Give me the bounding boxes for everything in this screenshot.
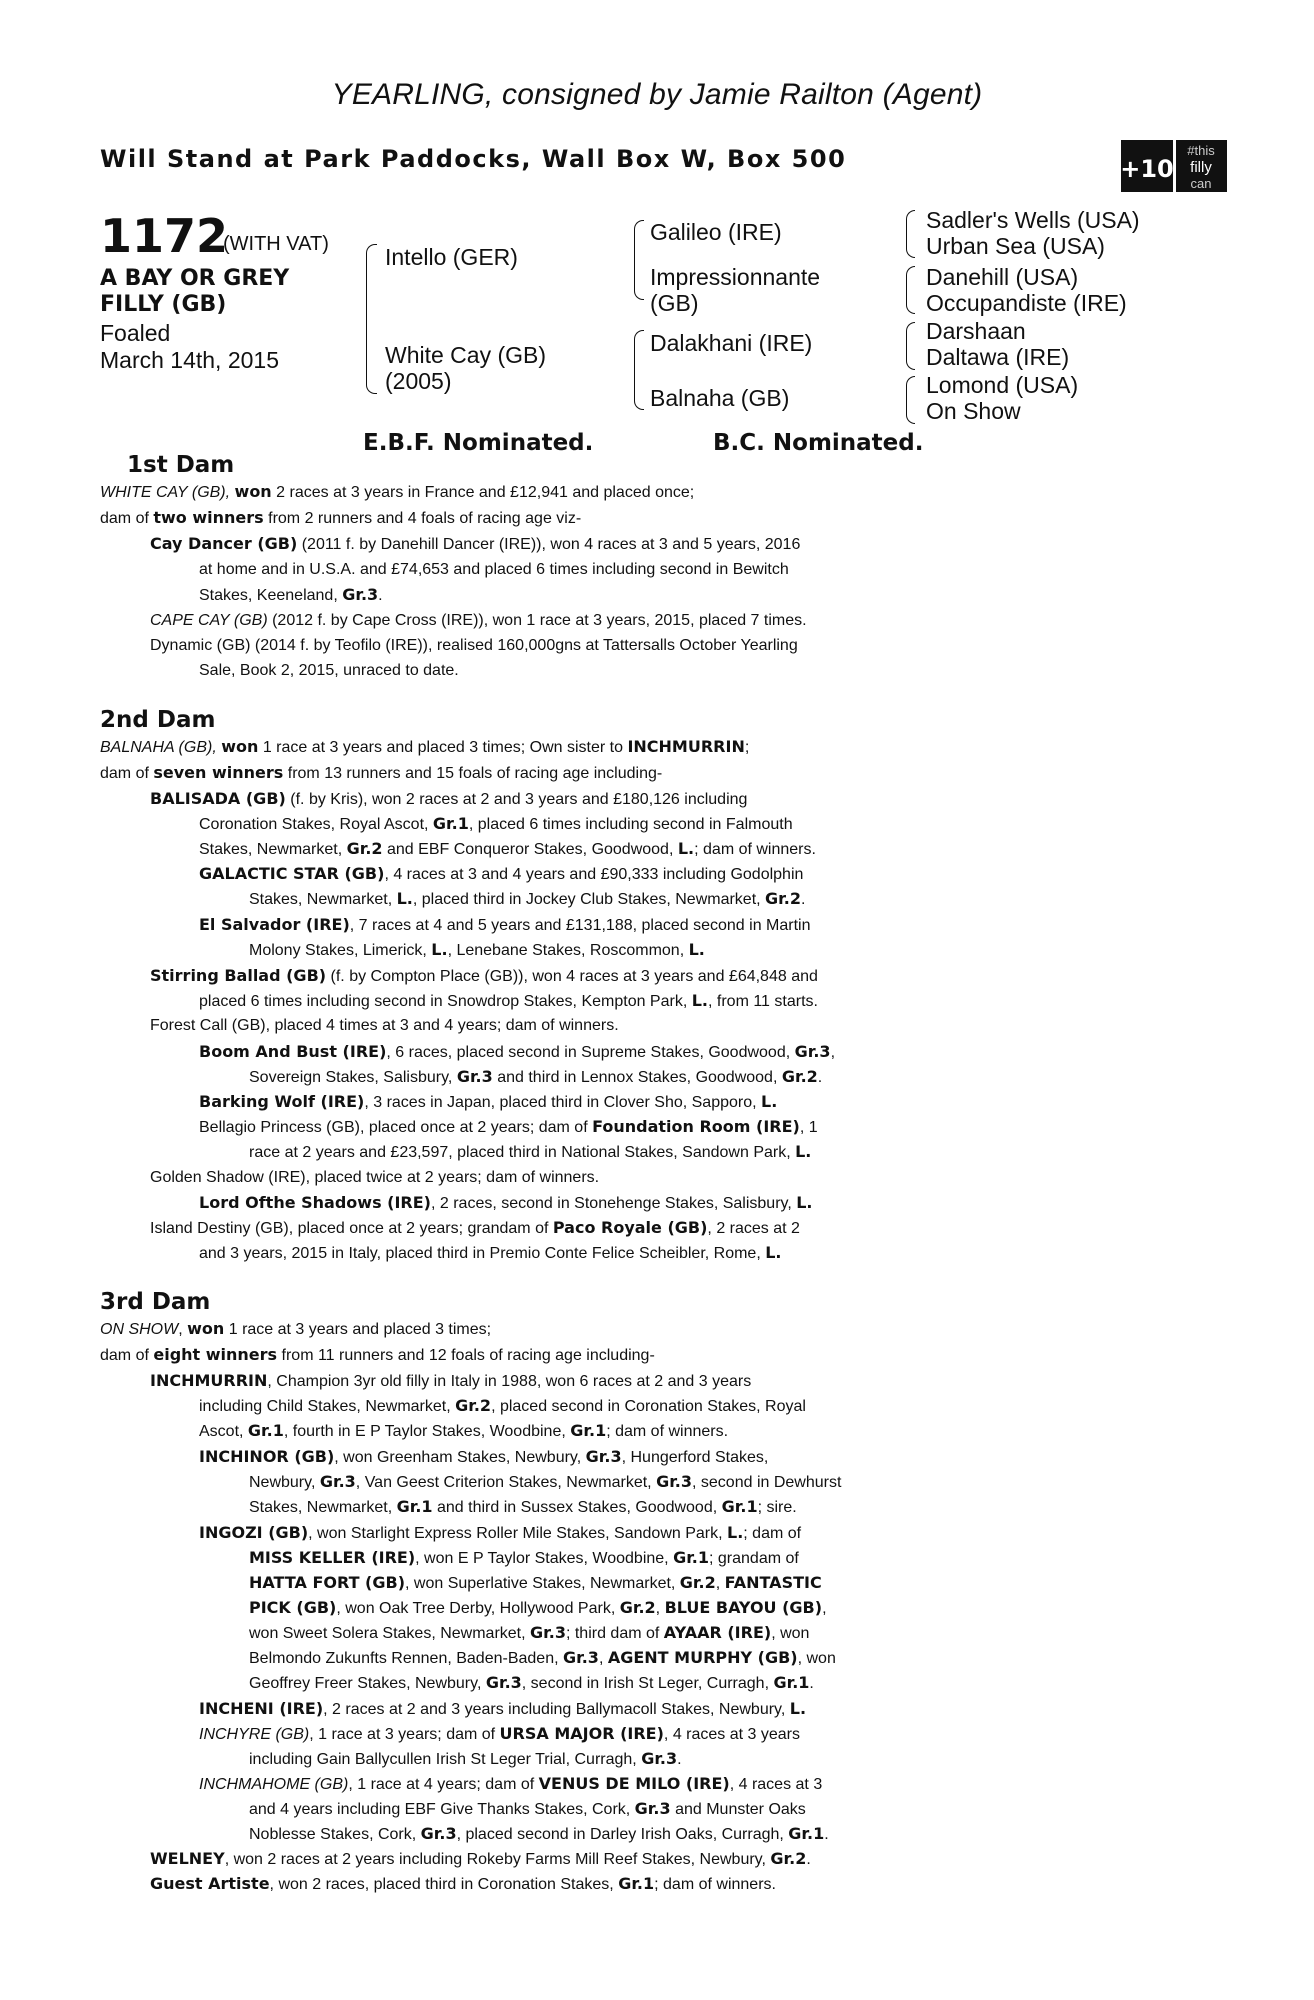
- dam-name: WHITE CAY (GB),: [100, 484, 235, 501]
- text-fragment: (2011 f. by Danehill Dancer (IRE)), won 4 races at 3 and 5 years, 2016: [297, 536, 801, 553]
- horse-name: Guest Artiste: [150, 1874, 270, 1893]
- grade: Gr.2: [619, 1598, 656, 1617]
- horse-name: INCHENI (IRE): [199, 1699, 324, 1718]
- produce-entry-cont: [249, 937, 705, 963]
- text-fragment: Belmondo Zukunfts Rennen, Baden-Baden,: [249, 1650, 563, 1667]
- horse-name: INCHYRE (GB): [199, 1726, 310, 1743]
- grade: Gr.3: [634, 1799, 671, 1818]
- grade: Gr.1: [788, 1824, 825, 1843]
- horse-name: PICK (GB): [249, 1598, 337, 1617]
- text-fragment: , won 2 races, placed third in Coronation Stakes,: [269, 1876, 619, 1893]
- pedigree-brace: [906, 322, 915, 370]
- text-fragment: , placed second in Coronation Stakes, Royal: [491, 1398, 806, 1415]
- text-fragment: ; third dam of: [565, 1625, 664, 1642]
- grade: Gr.3: [342, 585, 379, 604]
- text-fragment: Newbury,: [249, 1474, 320, 1491]
- won-label: won: [221, 737, 259, 756]
- foaled-label: Foaled: [100, 320, 171, 346]
- grade: Gr.3: [656, 1472, 693, 1491]
- third-dam-line: [100, 1316, 491, 1342]
- text-fragment: .: [824, 1826, 829, 1843]
- text-fragment: , 3 races in Japan, placed third in Clover Sho, Sapporo,: [364, 1094, 762, 1111]
- produce-entry-cont: [249, 1545, 799, 1571]
- produce-entry-cont: [199, 988, 818, 1014]
- text-fragment: ; dam of winners.: [654, 1876, 776, 1893]
- horse-name: AYAAR (IRE): [663, 1623, 772, 1642]
- grade: L.: [688, 940, 705, 959]
- produce-entry-cont: [249, 1064, 822, 1090]
- produce-entry-cont: [249, 1821, 829, 1847]
- text-fragment: , placed second in Darley Irish Oaks, Curragh,: [456, 1826, 789, 1843]
- text-fragment: Noblesse Stakes, Cork,: [249, 1826, 421, 1843]
- ped-g5: Darshaan: [926, 318, 1026, 344]
- text-fragment: , 2 races at 2 and 3 years including Ballymacoll Stakes, Newbury,: [323, 1701, 790, 1718]
- stand-location: Will Stand at Park Paddocks, Wall Box W, Box 500: [100, 145, 847, 173]
- produce-entry: [199, 1114, 818, 1140]
- grade: Gr.1: [773, 1673, 810, 1692]
- logo-line1: #this: [1187, 143, 1215, 158]
- grade: Gr.2: [765, 889, 801, 908]
- text-fragment: from 11 runners and 12 foals of racing age including-: [277, 1347, 655, 1364]
- produce-entry-cont: [199, 1240, 782, 1266]
- text-fragment: including Gain Ballycullen Irish St Leger Trial, Curragh,: [249, 1751, 642, 1768]
- horse-name: INCHMURRIN: [150, 1371, 268, 1390]
- ped-sire-sire: Galileo (IRE): [650, 219, 782, 245]
- lot-desc-line1: A BAY OR GREY: [100, 266, 290, 291]
- text-fragment: and EBF Conqueror Stakes, Goodwood,: [382, 841, 678, 858]
- ebf-nominated: E.B.F. Nominated.: [363, 430, 594, 456]
- text-fragment: .: [817, 1069, 823, 1086]
- text-fragment: and 3 years, 2015 in Italy, placed third in Premio Conte Felice Scheibler, Rome,: [199, 1245, 766, 1262]
- text-fragment: , 4 races at 3: [729, 1776, 823, 1793]
- horse-name: BLUE BAYOU (GB): [664, 1598, 823, 1617]
- horse-name: Barking Wolf (IRE): [199, 1092, 365, 1111]
- text-fragment: Coronation Stakes, Royal Ascot,: [199, 816, 433, 833]
- text-fragment: 1 race at 3 years and placed 3 times;: [224, 1321, 492, 1338]
- lot-number: 1172: [100, 209, 229, 263]
- pedigree-brace: [634, 330, 644, 410]
- grade: Gr.1: [721, 1497, 758, 1516]
- foaled-date: March 14th, 2015: [100, 347, 280, 373]
- produce-entry-cont: [249, 1595, 827, 1621]
- produce-entry-cont: [199, 582, 383, 608]
- horse-name: INCHMURRIN: [627, 737, 745, 756]
- horse-name: Lord Ofthe Shadows (IRE): [199, 1193, 431, 1212]
- produce-entry: [199, 1190, 813, 1216]
- text-fragment: , 1 race at 4 years; dam of: [348, 1776, 539, 1793]
- text-fragment: including Child Stakes, Newmarket,: [199, 1398, 456, 1415]
- pedigree-brace: [906, 376, 915, 424]
- text-fragment: (f. by Kris), won 2 races at 2 and 3 years and £180,126 including: [285, 791, 748, 808]
- text-fragment: (2012 f. by Cape Cross (IRE)), won 1 race at 3 years, 2015, placed 7 times.: [267, 612, 807, 629]
- vat-note: (WITH VAT): [223, 233, 329, 255]
- text-fragment: .: [801, 891, 806, 908]
- text-fragment: , won: [771, 1625, 810, 1642]
- text-fragment: , placed third in Jockey Club Stakes, Newmarket,: [412, 891, 766, 908]
- text-fragment: , 1: [799, 1119, 818, 1136]
- produce-entry-cont: Sale, Book 2, 2015, unraced to date.: [199, 662, 459, 679]
- grade: Gr.1: [247, 1421, 284, 1440]
- produce-entry: [150, 608, 807, 633]
- produce-entry-cont: [249, 886, 805, 912]
- horse-name: MISS KELLER (IRE): [249, 1548, 416, 1567]
- produce-entry-cont: [199, 1393, 806, 1419]
- won-label: won: [187, 1319, 225, 1338]
- text-fragment: Bellagio Princess (GB), placed once at 2 years; dam of: [199, 1119, 593, 1136]
- horse-name: El Salvador (IRE): [199, 915, 350, 934]
- produce-entry: [150, 1368, 751, 1394]
- text-fragment: ,: [822, 1600, 827, 1617]
- grade: Gr.1: [673, 1548, 710, 1567]
- text-fragment: and third in Lennox Stakes, Goodwood,: [492, 1069, 782, 1086]
- grade: L.: [795, 1142, 812, 1161]
- grade: Gr.3: [641, 1749, 678, 1768]
- third-dam-line: [100, 1342, 655, 1368]
- text-fragment: ; sire.: [757, 1499, 797, 1516]
- horse-name: URSA MAJOR (IRE): [499, 1724, 664, 1743]
- produce-entry: [150, 1871, 776, 1897]
- text-fragment: and 4 years including EBF Give Thanks Stakes, Cork,: [249, 1801, 635, 1818]
- text-fragment: .: [378, 587, 383, 604]
- grade: Gr.3: [530, 1623, 566, 1642]
- grade: L.: [431, 940, 448, 959]
- first-dam-line: [100, 479, 694, 505]
- ped-dam-year: (2005): [385, 368, 452, 394]
- horse-name: Cay Dancer (GB): [150, 534, 298, 553]
- horse-name: VENUS DE MILO (IRE): [538, 1774, 730, 1793]
- ped-sire-dam-cont: (GB): [650, 290, 699, 316]
- text-fragment: .: [677, 1751, 682, 1768]
- text-fragment: dam of: [100, 510, 154, 527]
- text-fragment: placed 6 times including second in Snowdrop Stakes, Kempton Park,: [199, 993, 692, 1010]
- text-fragment: ; grandam of: [709, 1550, 799, 1567]
- text-fragment: Molony Stakes, Limerick,: [249, 942, 432, 959]
- grade: L.: [677, 839, 695, 858]
- produce-entry: [150, 531, 1206, 557]
- produce-entry: [199, 1721, 800, 1747]
- grade: Gr.2: [455, 1396, 492, 1415]
- second-dam-heading: 2nd Dam: [100, 707, 216, 733]
- produce-entry: [199, 1444, 768, 1470]
- grade: Gr.2: [679, 1573, 716, 1592]
- horse-name: AGENT MURPHY (GB): [607, 1648, 798, 1667]
- horse-name: Boom And Bust (IRE): [199, 1042, 387, 1061]
- produce-entry: [199, 1039, 835, 1065]
- lot-description: [100, 266, 360, 318]
- produce-entry-cont: [249, 1139, 811, 1165]
- grade: Gr.3: [585, 1447, 622, 1466]
- horse-name: HATTA FORT (GB): [249, 1573, 406, 1592]
- produce-entry-cont: [249, 1746, 682, 1772]
- pedigree-brace: [366, 244, 377, 394]
- text-fragment: dam of: [100, 1347, 154, 1364]
- horse-name: Paco Royale (GB): [552, 1218, 708, 1237]
- ped-g2: Urban Sea (USA): [926, 233, 1105, 259]
- text-fragment: (f. by Compton Place (GB)), won 4 races at 3 years and £64,848 and: [326, 968, 818, 985]
- horse-name: Stirring Ballad (GB): [150, 966, 327, 985]
- produce-entry-cont: [199, 811, 793, 837]
- logo-plus10: +10: [1121, 155, 1174, 183]
- grade: Gr.1: [618, 1874, 655, 1893]
- text-fragment: , 4 races at 3 years: [663, 1726, 800, 1743]
- text-fragment: ,: [598, 1650, 608, 1667]
- text-fragment: ; dam of winners.: [606, 1423, 729, 1440]
- grade: Gr.3: [456, 1067, 493, 1086]
- text-fragment: ,: [178, 1321, 188, 1338]
- text-fragment: Stakes, Newmarket,: [249, 1499, 397, 1516]
- text-fragment: ,: [655, 1600, 665, 1617]
- horse-name: CAPE CAY (GB): [150, 612, 268, 629]
- text-fragment: , placed 6 times including second in Falmouth: [468, 816, 793, 833]
- dam-name: ON SHOW: [100, 1321, 179, 1338]
- first-dam-line: [100, 505, 581, 531]
- grade: Gr.3: [562, 1648, 599, 1667]
- text-fragment: won Sweet Solera Stakes, Newmarket,: [249, 1625, 531, 1642]
- text-fragment: , won Starlight Express Roller Mile Stakes, Sandown Park,: [308, 1525, 727, 1542]
- produce-entry: [199, 1089, 777, 1115]
- text-fragment: , fourth in E P Taylor Stakes, Woodbine,: [283, 1423, 571, 1440]
- produce-entry-cont: at home and in U.S.A. and £74,653 and placed 6 times including second in Bewitch: [199, 561, 789, 578]
- horse-name: GALACTIC STAR (GB): [199, 864, 385, 883]
- grade: Gr.2: [781, 1067, 818, 1086]
- text-fragment: dam of: [100, 765, 154, 782]
- text-fragment: race at 2 years and £23,597, placed third in National Stakes, Sandown Park,: [249, 1144, 796, 1161]
- third-dam-heading: 3rd Dam: [100, 1289, 211, 1315]
- ped-g8: On Show: [926, 398, 1021, 424]
- logo-line2: filly: [1190, 159, 1212, 176]
- grade: Gr.3: [420, 1824, 457, 1843]
- text-fragment: ,: [715, 1575, 725, 1592]
- logo-line3: can: [1190, 176, 1212, 191]
- grade: Gr.1: [396, 1497, 433, 1516]
- text-fragment: Stakes, Newmarket,: [249, 891, 397, 908]
- grade: L.: [761, 1092, 778, 1111]
- produce-entry: [150, 786, 747, 812]
- page-header: YEARLING, consigned by Jamie Railton (Agent): [331, 78, 983, 111]
- text-fragment: Island Destiny (GB), placed once at 2 years; grandam of: [150, 1220, 553, 1237]
- first-dam-heading: 1st Dam: [127, 452, 235, 478]
- text-fragment: Sovereign Stakes, Salisbury,: [249, 1069, 457, 1086]
- text-fragment: , won E P Taylor Stakes, Woodbine,: [415, 1550, 674, 1567]
- ped-dam: White Cay (GB): [385, 342, 547, 368]
- produce-entry-cont: [199, 1418, 728, 1444]
- produce-entry: [150, 963, 818, 989]
- grade: Gr.2: [770, 1849, 807, 1868]
- text-fragment: , 7 races at 4 and 5 years and £131,188, placed second in Martin: [349, 917, 811, 934]
- produce-entry: Golden Shadow (IRE), placed twice at 2 years; dam of winners.: [150, 1169, 600, 1186]
- text-fragment: ; dam of winners.: [694, 841, 816, 858]
- text-fragment: , Van Geest Criterion Stakes, Newmarket,: [355, 1474, 657, 1491]
- grade: Gr.1: [570, 1421, 607, 1440]
- text-fragment: , 1 race at 3 years; dam of: [309, 1726, 500, 1743]
- text-fragment: 2 races at 3 years in France and £12,941 and placed once;: [271, 484, 695, 501]
- produce-entry-cont: [249, 1670, 814, 1696]
- text-fragment: , won Greenham Stakes, Newbury,: [334, 1449, 586, 1466]
- text-fragment: ,: [830, 1044, 836, 1061]
- text-fragment: , from 11 starts.: [708, 993, 818, 1010]
- produce-entry-cont: [249, 1620, 809, 1646]
- text-fragment: , 6 races, placed second in Supreme Stakes, Goodwood,: [386, 1044, 795, 1061]
- won-label: won: [234, 482, 272, 501]
- text-fragment: Geoffrey Freer Stakes, Newbury,: [249, 1675, 486, 1692]
- horse-name: Foundation Room (IRE): [592, 1117, 800, 1136]
- text-fragment: Stakes, Newmarket,: [199, 841, 347, 858]
- produce-entry: Dynamic (GB) (2014 f. by Teofilo (IRE)), realised 160,000gns at Tattersalls October Yearling: [150, 637, 798, 654]
- produce-entry-cont: [249, 1796, 806, 1822]
- lot-desc-line2: FILLY (GB): [100, 292, 227, 317]
- text-fragment: and third in Sussex Stakes, Goodwood,: [432, 1499, 722, 1516]
- foaled-info: [100, 320, 279, 374]
- this-filly-can-logo: [1121, 140, 1227, 192]
- ped-dam-sire: Dalakhani (IRE): [650, 330, 813, 356]
- grade: L.: [691, 991, 708, 1010]
- winners-count: eight winners: [153, 1345, 278, 1364]
- produce-entry: [199, 861, 803, 887]
- winners-count: seven winners: [153, 763, 284, 782]
- text-fragment: , 4 races at 3 and 4 years and £90,333 including Godolphin: [384, 866, 804, 883]
- text-fragment: , second in Dewhurst: [692, 1474, 842, 1491]
- grade: Gr.2: [346, 839, 383, 858]
- text-fragment: .: [806, 1851, 811, 1868]
- text-fragment: Stakes, Keeneland,: [199, 587, 343, 604]
- text-fragment: ; dam of: [743, 1525, 802, 1542]
- grade: Gr.3: [794, 1042, 831, 1061]
- second-dam-line: [100, 734, 749, 760]
- text-fragment: , Champion 3yr old filly in Italy in 1988, won 6 races at 2 and 3 years: [267, 1373, 752, 1390]
- text-fragment: , won 2 races at 2 years including Rokeby Farms Mill Reef Stakes, Newbury,: [224, 1851, 771, 1868]
- text-fragment: , Hungerford Stakes,: [621, 1449, 769, 1466]
- horse-name: FANTASTIC: [724, 1573, 822, 1592]
- bc-nominated: B.C. Nominated.: [713, 430, 924, 456]
- grade: Gr.3: [485, 1673, 522, 1692]
- horse-name: INCHINOR (GB): [199, 1447, 335, 1466]
- text-fragment: from 13 runners and 15 foals of racing age including-: [283, 765, 663, 782]
- text-fragment: , Lenebane Stakes, Roscommon,: [447, 942, 689, 959]
- text-fragment: , second in Irish St Leger, Curragh,: [521, 1675, 774, 1692]
- grade: Gr.3: [319, 1472, 356, 1491]
- winners-count: two winners: [153, 508, 264, 527]
- grade: L.: [765, 1243, 782, 1262]
- ped-g1: Sadler's Wells (USA): [926, 207, 1140, 233]
- produce-entry: [150, 1215, 800, 1241]
- text-fragment: .: [809, 1675, 814, 1692]
- grade: L.: [727, 1523, 744, 1542]
- pedigree-brace: [906, 266, 915, 314]
- produce-entry-cont: [199, 836, 816, 862]
- text-fragment: , 2 races, second in Stonehenge Stakes, Salisbury,: [430, 1195, 797, 1212]
- pedigree-brace: [634, 220, 644, 300]
- text-fragment: , 2 races at 2: [707, 1220, 800, 1237]
- ped-g3: Danehill (USA): [926, 264, 1079, 290]
- ped-g7: Lomond (USA): [926, 372, 1079, 398]
- text-fragment: Ascot,: [199, 1423, 248, 1440]
- text-fragment: 1 race at 3 years and placed 3 times; Own sister to: [258, 739, 628, 756]
- dam-name: BALNAHA (GB),: [100, 739, 222, 756]
- ped-g4: Occupandiste (IRE): [926, 290, 1127, 316]
- produce-entry: [199, 1771, 822, 1797]
- produce-entry: [199, 1520, 801, 1546]
- horse-name: BALISADA (GB): [150, 789, 286, 808]
- ped-sire: Intello (GER): [385, 244, 518, 270]
- horse-name: WELNEY: [150, 1849, 225, 1868]
- produce-entry: Forest Call (GB), placed 4 times at 3 and 4 years; dam of winners.: [150, 1017, 619, 1034]
- produce-entry-cont: [249, 1494, 797, 1520]
- text-fragment: and Munster Oaks: [670, 1801, 806, 1818]
- pedigree-brace: [906, 210, 915, 258]
- produce-entry: [199, 1696, 806, 1722]
- second-dam-line: [100, 760, 662, 786]
- grade: Gr.1: [432, 814, 469, 833]
- produce-entry-cont: [249, 1570, 822, 1596]
- ped-sire-dam: Impressionnante: [650, 264, 821, 290]
- horse-name: INCHMAHOME (GB): [199, 1776, 349, 1793]
- grade: L.: [396, 889, 413, 908]
- produce-entry: [150, 1846, 811, 1872]
- text-fragment: from 2 runners and 4 foals of racing age viz-: [263, 510, 582, 527]
- text-fragment: ;: [744, 739, 750, 756]
- text-fragment: , won Superlative Stakes, Newmarket,: [405, 1575, 680, 1592]
- grade: L.: [789, 1699, 807, 1718]
- produce-entry-cont: [249, 1469, 841, 1495]
- text-fragment: , won: [797, 1650, 836, 1667]
- horse-name: INGOZI (GB): [199, 1523, 309, 1542]
- produce-entry: [199, 912, 811, 938]
- ped-g6: Daltawa (IRE): [926, 344, 1070, 370]
- text-fragment: , won Oak Tree Derby, Hollywood Park,: [336, 1600, 620, 1617]
- grade: L.: [796, 1193, 813, 1212]
- produce-entry-cont: [249, 1645, 836, 1671]
- ped-dam-dam: Balnaha (GB): [650, 385, 790, 411]
